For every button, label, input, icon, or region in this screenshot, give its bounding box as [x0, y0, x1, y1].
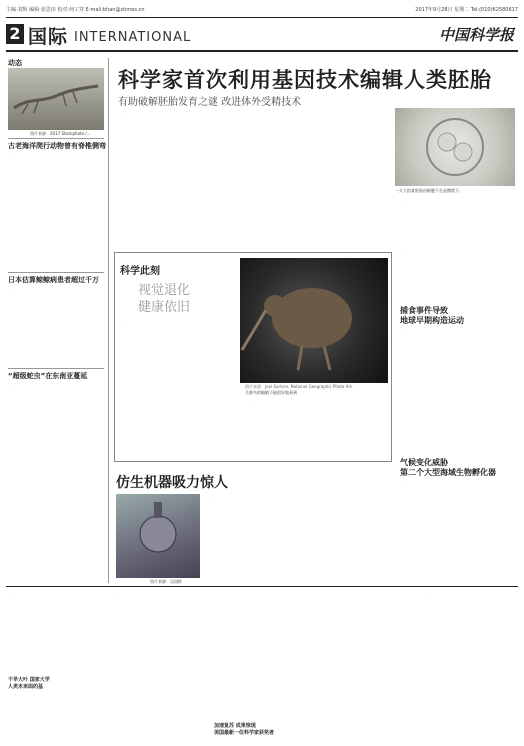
robot-story-body: .: [213, 494, 215, 498]
news-brief-label: 动态: [8, 59, 22, 67]
section-title: 国际: [28, 26, 69, 48]
story-body: .: [15, 286, 17, 290]
story-headline: [400, 458, 496, 478]
editor-credits: 主编·刘辉 编辑·张思玮 校对·何工穿 E-mail:bhan@stimes.cn: [6, 7, 145, 13]
page-number: 2: [6, 24, 24, 44]
embryo-photo: [395, 108, 515, 186]
section-title-en: INTERNATIONAL: [74, 30, 192, 45]
page-header-bar: [6, 4, 518, 15]
column-rule: [108, 58, 109, 583]
headline-line: 气候变化威胁: [400, 458, 448, 467]
divider: [8, 368, 104, 369]
main-subheadline: 有助破解胚胎发育之谜 改进体外受精技术: [118, 97, 302, 108]
kiwi-caption: 几维鸟的眼睛不能很好地看到: [245, 390, 297, 395]
story-body: .: [405, 330, 407, 334]
story-body: .: [15, 382, 17, 386]
newspaper-logo: 中国科学报: [438, 26, 514, 44]
masthead-rule: [6, 50, 518, 52]
bottom-story-body: .: [119, 591, 121, 595]
bottom-headline: 干旱大叶 国家大学: [8, 677, 50, 683]
science-story-body-cont: .: [252, 398, 254, 402]
divider: [8, 272, 104, 273]
headline-line: 第二个大型海域生物孵化器: [400, 468, 496, 477]
story-body: .: [405, 482, 407, 486]
fossil-photo: [8, 68, 104, 130]
headline-line: 捕食事件导致: [400, 306, 448, 315]
section-rule: [6, 586, 518, 587]
bottom-headline: 美国最新一位科学家获奖者: [214, 730, 275, 736]
story-headline: 日本估算鲸鲸病患者超过千万: [8, 276, 99, 284]
science-story-body: .: [127, 320, 129, 324]
robot-headline: 仿生机器吸力惊人: [116, 475, 228, 491]
fossil-photo-caption: 图片来源：2017 Stockphoto /...: [30, 131, 91, 136]
robot-photo: [116, 494, 200, 578]
kiwi-bird-illustration: [240, 258, 388, 383]
suction-gripper-illustration: [116, 494, 200, 578]
main-story-body: .: [125, 110, 127, 114]
kiwi-photo: [240, 258, 388, 383]
main-story-body-cont: .: [402, 198, 404, 202]
divider: [8, 138, 104, 139]
header-rule: [6, 17, 518, 18]
story-body: .: [15, 152, 17, 156]
science-moment-tag: 科学此刻: [120, 266, 160, 277]
pull-quote-line: 视觉退化: [138, 283, 191, 298]
bottom-headline: 加速复苏 成果惊现: [214, 723, 256, 729]
robot-photo-caption: 图片来源：吴国粹: [150, 579, 182, 584]
bottom-story-body: .: [425, 591, 427, 595]
kiwi-photo-caption: 图片来源：Joel Sartore, National Geographic Photo Ark: [245, 384, 353, 389]
fossil-illustration: [8, 68, 104, 130]
story-headline: “超级蛇虫”在东南亚蔓延: [8, 372, 88, 380]
embryo-photo-caption: 一天大的某胚胎由细胞下在显微镜下。: [395, 188, 463, 193]
bottom-story-body: .: [15, 692, 17, 696]
issue-date: 2017年9月28日 星期二 Tel:(010)62580617: [415, 7, 518, 13]
main-story-body-end: .: [405, 252, 407, 256]
bottom-headline: 人类未来面的基: [8, 684, 44, 690]
pull-quote-line: 健康依旧: [138, 300, 191, 315]
story-headline: [400, 306, 464, 326]
main-headline: 科学家首次利用基因技术编辑人类胚胎: [118, 68, 492, 92]
embryo-cells-illustration: [395, 108, 515, 186]
headline-line: 地球早期构造运动: [400, 316, 464, 325]
bottom-story-body: .: [15, 591, 17, 595]
pull-quote: [138, 282, 190, 316]
story-headline: 古老海洋爬行动物曾有脊椎侧弯: [8, 142, 106, 150]
